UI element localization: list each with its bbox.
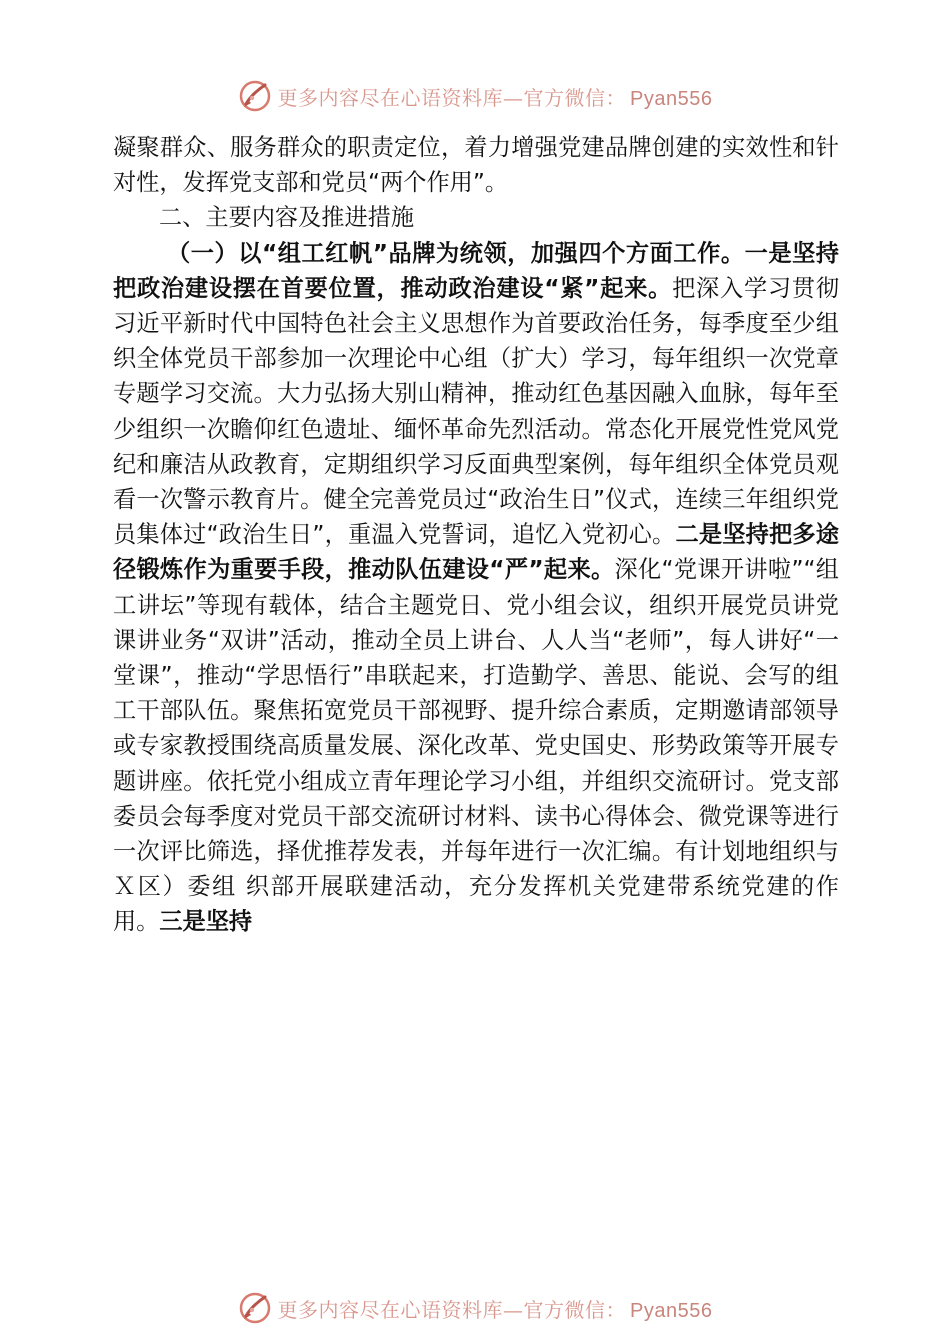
bold-lead-1: （一）以“组工红帆”品牌为统领，加强四个方面工作。一是坚持把政治建设摆在首要位置，推动政治建设“紧”起来。 bbox=[113, 239, 839, 302]
paragraph-3-text-1: 把深入学习贯彻习近平新时代中国特色社会主义思想作为首要政治任务，每季度至少组织全体党员干部参加一次理论中心组（扩大）学习，每年组织一次党章专题学习交流。大力弘扬大别山精神，推动红色基因融入血脉，每年至少组织一次瞻仰红色遗址、缅怀革命先烈活动。常态化开展党性党风党纪和廉洁从政教育，定期组织学习反面典型案例，每年组织全体党员观看一次警示教育片。健全完善党员过“政治生日”仪式，连续三年组织党员集体过“政治生日”，重温入党誓词，追忆入党初心。 bbox=[113, 274, 840, 549]
watermark-footer bbox=[0, 1288, 950, 1328]
pen-circle-logo-icon bbox=[238, 1291, 272, 1325]
watermark-text: 更多内容尽在心语资料库—官方微信： Pyan556 bbox=[277, 85, 713, 110]
paragraph-1: 凝聚群众、服务群众的职责定位，着力增强党建品牌创建的实效性和针对性，发挥党支部和党员“两个作用”。 bbox=[113, 134, 839, 197]
document-body bbox=[113, 130, 839, 940]
paragraph-3-text-2: 深化“党课开讲啦”“组工讲坛”等现有载体，结合主题党日、党小组会议，组织开展党员讲党课讲业务“双讲”活动，推动全员上讲台、人人当“老师”，每人讲好“一堂课”，推动“学思悟行”串联起来，打造勤学、善思、能说、会写的组工干部队伍。聚焦拓宽党员干部视野、提升综合素质，定期邀请部领导或专家教授围绕高质量发展、深化改革、党史国史、形势政策等开展专题讲座。依托党小组成立青年理论学习小组，并组织交流研讨。党支部委员会每季度对党员干部交流研讨材料、读书心得体会、微党课等进行一次评比筛选，择优推荐发表，并每年进行一次汇编。有计划地组织与Ｘ区）委组 织部开展联建活动，充分发挥机关党建带系统党建的作用。 bbox=[113, 556, 839, 936]
watermark-handle: Pyan556 bbox=[630, 87, 713, 110]
bold-lead-3: 三是坚持 bbox=[159, 908, 253, 936]
watermark-handle: Pyan556 bbox=[630, 1299, 713, 1322]
pen-circle-logo-icon bbox=[238, 79, 272, 113]
bold-lead-2: 二是坚持把多途径锻炼作为重要手段，推动队伍建设“严”起来。 bbox=[113, 521, 839, 584]
paragraph-3 bbox=[113, 236, 839, 940]
watermark-text: 更多内容尽在心语资料库—官方微信： Pyan556 bbox=[277, 1297, 713, 1322]
watermark-header bbox=[0, 76, 950, 116]
section-heading: 二、主要内容及推进措施 bbox=[159, 204, 415, 232]
